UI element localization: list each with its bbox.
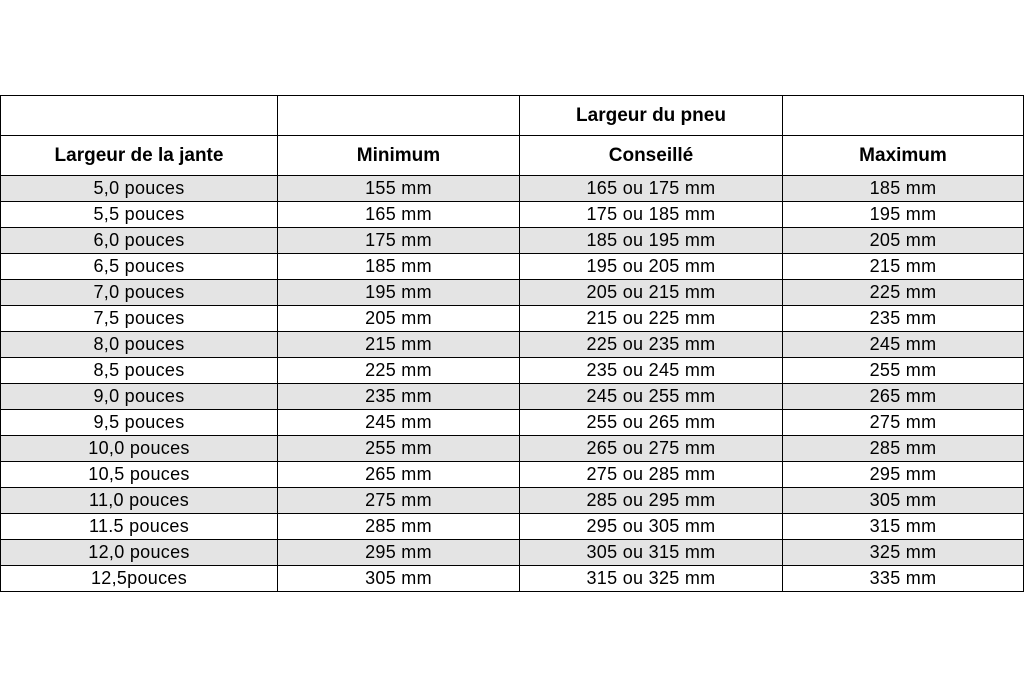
empty-header-cell bbox=[1, 96, 278, 136]
maximum-cell: 225 mm bbox=[783, 280, 1024, 306]
maximum-cell: 335 mm bbox=[783, 566, 1024, 592]
recommended-cell: 255 ou 265 mm bbox=[520, 410, 783, 436]
recommended-cell: 315 ou 325 mm bbox=[520, 566, 783, 592]
tire-width-table bbox=[0, 95, 1024, 592]
minimum-cell: 165 mm bbox=[278, 202, 520, 228]
rim-width-cell: 8,5 pouces bbox=[1, 358, 278, 384]
rim-width-cell: 7,5 pouces bbox=[1, 306, 278, 332]
table-row bbox=[1, 202, 1024, 228]
recommended-cell: 185 ou 195 mm bbox=[520, 228, 783, 254]
table-row bbox=[1, 228, 1024, 254]
table-row bbox=[1, 176, 1024, 202]
table-row bbox=[1, 462, 1024, 488]
table-row bbox=[1, 488, 1024, 514]
minimum-cell: 215 mm bbox=[278, 332, 520, 358]
minimum-cell: 275 mm bbox=[278, 488, 520, 514]
rim-width-cell: 6,5 pouces bbox=[1, 254, 278, 280]
minimum-cell: 195 mm bbox=[278, 280, 520, 306]
rim-width-cell: 12,0 pouces bbox=[1, 540, 278, 566]
table-row bbox=[1, 436, 1024, 462]
rim-width-cell: 8,0 pouces bbox=[1, 332, 278, 358]
recommended-cell: 275 ou 285 mm bbox=[520, 462, 783, 488]
rim-width-cell: 7,0 pouces bbox=[1, 280, 278, 306]
rim-width-cell: 11,0 pouces bbox=[1, 488, 278, 514]
maximum-cell: 305 mm bbox=[783, 488, 1024, 514]
maximum-cell: 275 mm bbox=[783, 410, 1024, 436]
group-header-row bbox=[1, 96, 1024, 136]
empty-header-cell bbox=[783, 96, 1024, 136]
rim-width-cell: 9,5 pouces bbox=[1, 410, 278, 436]
maximum-cell: 245 mm bbox=[783, 332, 1024, 358]
table-row bbox=[1, 514, 1024, 540]
table-row bbox=[1, 540, 1024, 566]
column-header-row bbox=[1, 136, 1024, 176]
column-header-rim-width: Largeur de la jante bbox=[1, 136, 278, 176]
minimum-cell: 255 mm bbox=[278, 436, 520, 462]
minimum-cell: 245 mm bbox=[278, 410, 520, 436]
recommended-cell: 285 ou 295 mm bbox=[520, 488, 783, 514]
rim-width-cell: 5,5 pouces bbox=[1, 202, 278, 228]
recommended-cell: 165 ou 175 mm bbox=[520, 176, 783, 202]
column-header-recommended: Conseillé bbox=[520, 136, 783, 176]
maximum-cell: 325 mm bbox=[783, 540, 1024, 566]
rim-width-cell: 10,5 pouces bbox=[1, 462, 278, 488]
minimum-cell: 205 mm bbox=[278, 306, 520, 332]
rim-width-cell: 6,0 pouces bbox=[1, 228, 278, 254]
minimum-cell: 155 mm bbox=[278, 176, 520, 202]
recommended-cell: 235 ou 245 mm bbox=[520, 358, 783, 384]
recommended-cell: 245 ou 255 mm bbox=[520, 384, 783, 410]
table-row bbox=[1, 306, 1024, 332]
table-row bbox=[1, 254, 1024, 280]
recommended-cell: 175 ou 185 mm bbox=[520, 202, 783, 228]
table-body bbox=[1, 176, 1024, 592]
maximum-cell: 235 mm bbox=[783, 306, 1024, 332]
table-row bbox=[1, 384, 1024, 410]
minimum-cell: 225 mm bbox=[278, 358, 520, 384]
table-row bbox=[1, 332, 1024, 358]
tire-width-group-header: Largeur du pneu bbox=[520, 96, 783, 136]
maximum-cell: 195 mm bbox=[783, 202, 1024, 228]
minimum-cell: 295 mm bbox=[278, 540, 520, 566]
column-header-minimum: Minimum bbox=[278, 136, 520, 176]
rim-width-cell: 10,0 pouces bbox=[1, 436, 278, 462]
maximum-cell: 315 mm bbox=[783, 514, 1024, 540]
table-row bbox=[1, 358, 1024, 384]
maximum-cell: 255 mm bbox=[783, 358, 1024, 384]
table-row bbox=[1, 280, 1024, 306]
maximum-cell: 185 mm bbox=[783, 176, 1024, 202]
recommended-cell: 305 ou 315 mm bbox=[520, 540, 783, 566]
rim-width-cell: 9,0 pouces bbox=[1, 384, 278, 410]
maximum-cell: 265 mm bbox=[783, 384, 1024, 410]
recommended-cell: 215 ou 225 mm bbox=[520, 306, 783, 332]
recommended-cell: 295 ou 305 mm bbox=[520, 514, 783, 540]
minimum-cell: 285 mm bbox=[278, 514, 520, 540]
recommended-cell: 225 ou 235 mm bbox=[520, 332, 783, 358]
table-row bbox=[1, 410, 1024, 436]
rim-width-cell: 5,0 pouces bbox=[1, 176, 278, 202]
recommended-cell: 195 ou 205 mm bbox=[520, 254, 783, 280]
minimum-cell: 175 mm bbox=[278, 228, 520, 254]
maximum-cell: 295 mm bbox=[783, 462, 1024, 488]
empty-header-cell bbox=[278, 96, 520, 136]
table-row bbox=[1, 566, 1024, 592]
column-header-maximum: Maximum bbox=[783, 136, 1024, 176]
rim-width-cell: 11.5 pouces bbox=[1, 514, 278, 540]
minimum-cell: 185 mm bbox=[278, 254, 520, 280]
minimum-cell: 235 mm bbox=[278, 384, 520, 410]
rim-width-cell: 12,5pouces bbox=[1, 566, 278, 592]
maximum-cell: 205 mm bbox=[783, 228, 1024, 254]
recommended-cell: 205 ou 215 mm bbox=[520, 280, 783, 306]
minimum-cell: 265 mm bbox=[278, 462, 520, 488]
recommended-cell: 265 ou 275 mm bbox=[520, 436, 783, 462]
maximum-cell: 215 mm bbox=[783, 254, 1024, 280]
minimum-cell: 305 mm bbox=[278, 566, 520, 592]
maximum-cell: 285 mm bbox=[783, 436, 1024, 462]
